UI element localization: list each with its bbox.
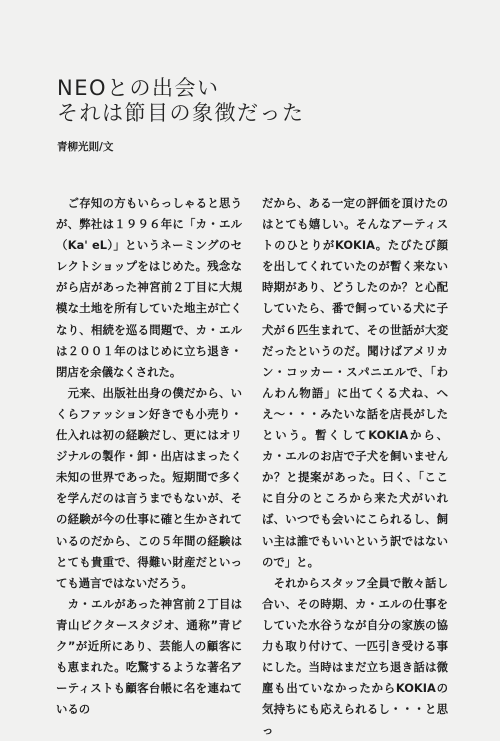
title-line-2: それは節目の象徴だった [57,101,305,125]
body-column-right [262,193,448,738]
paragraph: カ・エルがあった神宮前２丁目は青山ビクタースタジオ、通称”青ビク”が近所にあり、芸能人の顧客にも恵まれた。吃驚するような著名アーティストも顧客台帳に名を連ねているの [56,596,242,717]
article-title [57,76,305,126]
paragraph: だから、ある一定の評価を頂けたのはとても嬉しい。そんなアーティストのひとりがKOKIA。たびたび顔を出してくれていたのが暫く来ない時期があり、どうしたのか？と心配していたら、番で飼っている犬に子犬が６匹生まれて、その世話が大変だったというのだ。聞けばアメリカン・コッカー・スパニエルで、「わんわん物語」に出てくる犬ね、へえ〜・・・みたいな話を店長がしたという。暫くしてKOKIAから、カ・エルのお店で子犬を飼いませんか？と提案があった。曰く、「ここに自分のところから来た犬がいれば、いつでも会いにこられるし、飼い主は誰でもいいという訳ではないので」と。 [262,196,448,569]
author-credit: 青柳光則/文 [57,141,114,153]
body-column-left [56,193,242,717]
paragraph: それからスタッフ全員で散々話し合い、その時期、カ・エルの仕事をしていた水谷うなが自分の家族の協力も取り付けて、一匹引き受ける事にした。当時はまだ立ち退き話は微塵も出ていなかったからKOKIAの気持ちにも応えられるし・・・と思っ [262,575,448,738]
paragraph: 元来、出版社出身の僕だから、いくらファッション好きでも小売り・仕入れは初の経験だし、更にはオリジナルの製作・卸・出店はまったく未知の世界であった。短期間で多くを学んだのは言うまでもないが、その経験が今の仕事に確と生かされているのだから、この５年間の経験はとても貴重で、得難い財産だといっても過言ではないだろう。 [56,385,242,590]
title-line-1: NEOとの出会い [57,76,220,100]
paragraph: ご存知の方もいらっしゃると思うが、弊社は１９９６年に「カ・エル（Ka' eL）」というネーミングのセレクトショップをはじめた。残念ながら店があった神宮前２丁目に大規模な土地を所有していた地主が亡くなり、相続を巡る問題で、カ・エルは２００１年のはじめに立ち退き・閉店を余儀なくされた。 [56,196,242,379]
